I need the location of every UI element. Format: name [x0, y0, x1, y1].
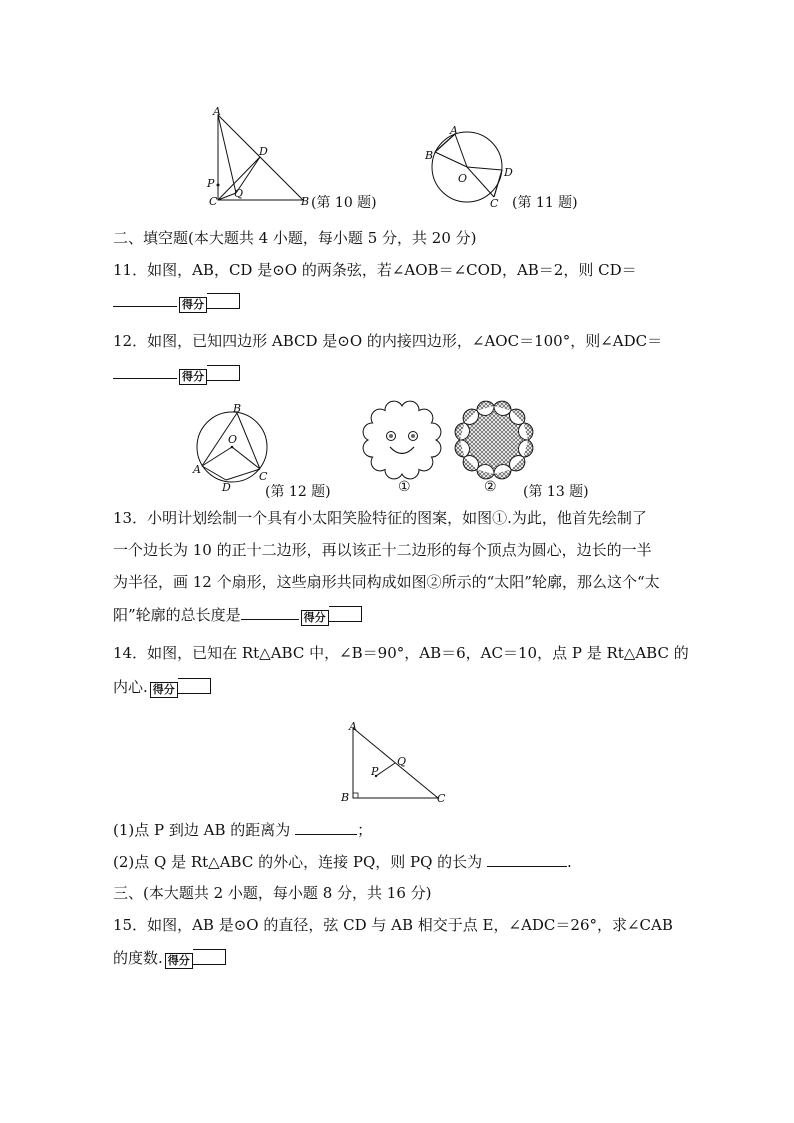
fig10-point-B: B [301, 195, 310, 208]
figure-13-sun-outline [452, 398, 536, 482]
q12-score-box: 得分 [179, 365, 240, 385]
q12-score-field[interactable] [207, 365, 240, 381]
q13-text-line-1: 13．小明计划绘制一个具有小太阳笑脸特征的图案，如图①.为此，他首先绘制了 [113, 509, 647, 527]
fig14-point-B: B [341, 791, 350, 804]
q15-score-box: 得分 [165, 949, 226, 969]
fig11-point-B: B [425, 149, 434, 162]
q13-score-box: 得分 [301, 606, 362, 626]
fig10-point-C: C [209, 195, 218, 208]
q11-text: 11．如图，AB，CD 是⊙O 的两条弦，若∠AOB＝∠COD，AB＝2，则 CD＝ [113, 261, 637, 279]
figure-14 [338, 718, 453, 808]
fig11-point-C: C [490, 197, 499, 210]
q14-text-row-2 [113, 677, 211, 698]
fig10-point-Q: Q [234, 187, 244, 200]
q12-text: 12．如图，已知四边形 ABCD 是⊙O 的内接四边形，∠AOC＝100°，则∠ADC＝ [113, 332, 663, 350]
q15-score-field[interactable] [193, 949, 226, 965]
q15-text-line-1: 15．如图，AB 是⊙O 的直径，弦 CD 与 AB 相交于点 E，∠ADC＝26°，求∠CAB [113, 916, 673, 934]
q14-score-box: 得分 [150, 678, 211, 698]
section-3-heading: 三、(本大题共 2 小题，每小题 8 分，共 16 分) [113, 884, 432, 902]
figure-10 [200, 105, 320, 210]
q14-part1-answer-blank[interactable] [295, 820, 357, 835]
figure-12 [190, 400, 275, 495]
fig12-point-A: A [193, 463, 201, 476]
fig12-point-C: C [259, 470, 268, 483]
fig12-point-O: O [228, 433, 238, 446]
fig14-point-C: C [437, 792, 446, 805]
q11-answer-row [113, 292, 240, 313]
q14-text-line-1: 14．如图，已知在 Rt△ABC 中，∠B＝90°，AB＝6，AC＝10，点 P 是 Rt△ABC 的 [113, 644, 689, 662]
q14-text-line-2: 内心. [113, 678, 148, 696]
fig14-point-P: P [371, 765, 379, 778]
fig13-label-1: ① [398, 479, 411, 495]
fig11-point-O: O [458, 172, 468, 185]
q13-text-line-3: 为半径，画 12 个扇形，这些扇形共同构成如图②所示的“太阳”轮廓，那么这个“太 [113, 573, 660, 591]
q12-answer-blank[interactable] [113, 364, 177, 379]
fig13-label-2: ② [484, 479, 497, 495]
fig14-point-Q: Q [397, 755, 407, 768]
fig10-caption: (第 10 题) [311, 195, 377, 211]
q14-part-1: (1)点 P 到边 AB 的距离为 ； [113, 821, 373, 839]
figure-13-sun-face [358, 398, 448, 482]
q13-answer-row [113, 605, 362, 626]
fig12-point-D: D [222, 481, 231, 494]
q14-score-field[interactable] [178, 678, 211, 694]
q13-text-line-2: 一个边长为 10 的正十二边形，再以该正十二边形的每个顶点为圆心，边长的一半 [113, 541, 652, 559]
fig14-point-A: A [349, 720, 357, 733]
q15-text-line-2: 的度数. [113, 949, 163, 967]
fig11-caption: (第 11 题) [512, 195, 578, 211]
q15-text-row-2 [113, 948, 226, 969]
q11-score-box: 得分 [179, 293, 240, 313]
fig13-caption: (第 13 题) [523, 484, 589, 500]
fig12-point-B: B [233, 402, 242, 415]
q12-answer-row [113, 364, 240, 385]
q11-score-field[interactable] [207, 293, 240, 309]
q13-score-field[interactable] [329, 606, 362, 622]
fig10-point-A: A [213, 105, 221, 118]
q11-answer-blank[interactable] [113, 292, 177, 307]
fig12-caption: (第 12 题) [265, 484, 331, 500]
figure-11 [420, 122, 515, 212]
q14-part2-answer-blank[interactable] [487, 852, 567, 867]
q13-text-line-4: 阳”轮廓的总长度是 [113, 606, 241, 624]
fig11-point-A: A [450, 124, 458, 137]
q14-part-2: (2)点 Q 是 Rt△ABC 的外心，连接 PQ，则 PQ 的长为 . [113, 853, 572, 871]
fig10-point-D: D [259, 145, 268, 158]
q13-answer-blank[interactable] [241, 605, 299, 620]
fig11-point-D: D [504, 166, 513, 179]
section-2-heading: 二、填空题(本大题共 4 小题，每小题 5 分，共 20 分) [113, 229, 477, 247]
fig10-point-P: P [207, 177, 215, 190]
